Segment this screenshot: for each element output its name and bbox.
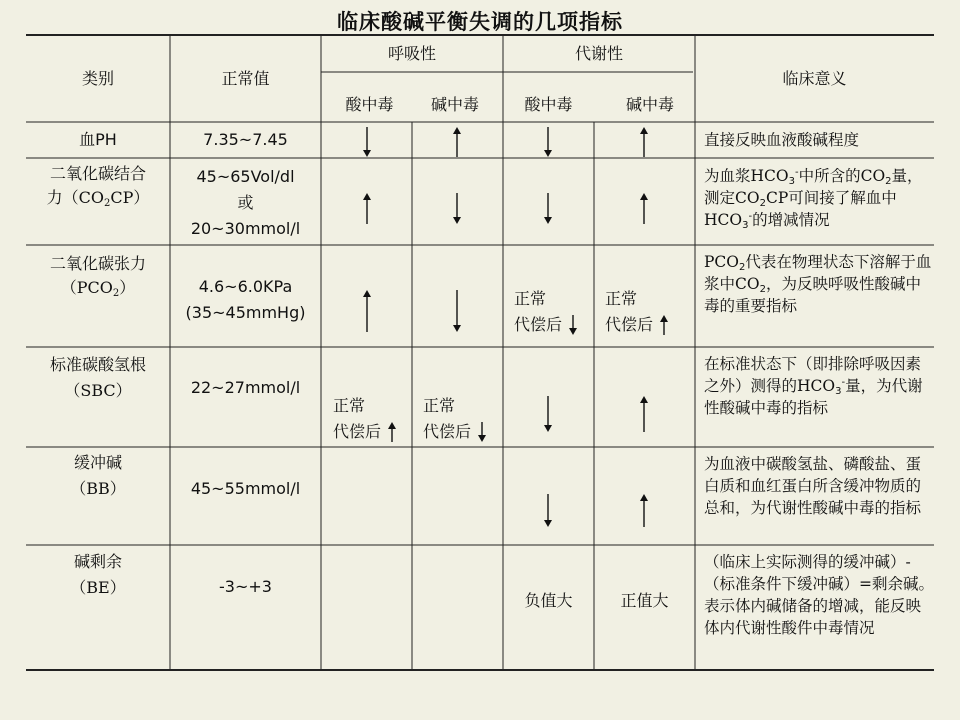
header-resp-acidosis: 酸中毒 [345, 95, 394, 114]
header-met-acidosis: 酸中毒 [524, 95, 573, 114]
header-metabolic: 代谢性 [574, 43, 623, 63]
row6-met-acid: 负值大 [524, 591, 573, 610]
row6-meaning: （临床上实际测得的缓冲碱）-（标准条件下缓冲碱）=剩余碱。表示体内碱储备的增减，能反映体内代谢性酸件中毒情况 [704, 553, 934, 637]
row4-meaning: 在标准状态下（即排除呼吸因素之外）测得的$HCO_3^-$量，为代谢性酸碱中毒的指标 [704, 355, 923, 417]
arrow-down-icon [568, 315, 578, 335]
row3-normal-line1: 4.6~6.0KPa [198, 277, 293, 296]
row2-normal-line3: 20~30mmol/l [190, 219, 301, 238]
arrow-down-icon [477, 422, 487, 442]
row4-name: 标准碳酸氢根 （SBC） [49, 355, 146, 400]
row3-name-line1: 二氧化碳张力 [49, 254, 146, 273]
row2-name-sub: 2 [103, 198, 111, 209]
row1-meaning: 直接反映血液酸碱程度 [704, 131, 860, 149]
header-category: 类别 [81, 68, 114, 88]
arrow-down-icon [543, 127, 553, 161]
arrow-up-icon [639, 127, 649, 161]
row6-normal: -3~+3 [219, 577, 272, 596]
row3-met-alk-comp: 正常 代偿后 [605, 286, 669, 338]
row5-meaning: 为血液中碳酸氢盐、磷酸盐、蛋白质和血红蛋白所含缓冲物质的总和，为代谢性酸碱中毒的指标 [704, 455, 922, 517]
arrow-down-icon [543, 396, 553, 436]
arrow-down-icon [452, 193, 462, 228]
header-respiratory: 呼吸性 [387, 43, 436, 63]
arrow-up-icon [387, 422, 397, 442]
arrow-up-icon [639, 193, 649, 228]
header-normal: 正常值 [221, 68, 270, 88]
page-title: 临床酸碱平衡失调的几项指标 [337, 9, 623, 34]
arrow-up-icon [362, 290, 372, 336]
row4-normal: 22~27mmol/l [190, 378, 301, 397]
row1-name: 血PH [79, 130, 117, 149]
row3-normal [170, 270, 321, 330]
row3-meaning: $PCO_2$代表在物理状态下溶解于血浆中$CO_2$，为反映呼吸性酸碱中毒的重要指标 [704, 253, 932, 315]
arrow-down-icon [362, 127, 372, 161]
arrow-up-icon [639, 396, 649, 436]
arrow-up-icon [362, 193, 372, 228]
row4-resp-alk-comp: 正常 代偿后 [423, 393, 487, 445]
arrow-down-icon [452, 290, 462, 336]
row3-name: 二氧化碳张力 $(PCO_2)$ [49, 254, 146, 299]
arrow-up-icon [659, 315, 669, 335]
arrow-down-icon [543, 494, 553, 531]
arrow-down-icon [543, 193, 553, 228]
row4-resp-acid-comp: 正常 代偿后 [333, 393, 397, 445]
row2-name-line1: 二氧化碳结合 [49, 164, 146, 183]
row2-normal [170, 162, 321, 244]
row5-normal: 45~55mmol/l [190, 479, 301, 498]
row2-name-line2b: CP） [110, 188, 150, 207]
arrow-up-icon [639, 494, 649, 531]
arrow-up-icon [452, 127, 462, 161]
header-meaning: 临床意义 [782, 68, 847, 88]
row3-met-acid-comp: 正常 代偿后 [514, 286, 578, 338]
header-met-alkalosis: 碱中毒 [625, 95, 674, 114]
row2-normal-line1: 45~65Vol/dl [196, 167, 295, 186]
row2-normal-line2: 或 [237, 193, 254, 212]
row2-name [26, 160, 170, 212]
row6-met-alk: 正值大 [620, 591, 669, 610]
row2-name-line2a: 力（CO [46, 188, 104, 207]
row3-normal-line2: (35~45mmHg) [185, 303, 306, 322]
header-resp-alkalosis: 碱中毒 [430, 95, 479, 114]
row5-name: 缓冲碱 （BB） [70, 453, 126, 498]
row2-meaning: 为血浆$HCO_3^-$中所含的$CO_2$量，测定$CO_2CP$可间接了解血中$HCO_3^-$的增减情况 [704, 167, 923, 231]
row6-name: 碱剩余 （BE） [70, 552, 126, 597]
row1-normal: 7.35~7.45 [203, 130, 288, 149]
